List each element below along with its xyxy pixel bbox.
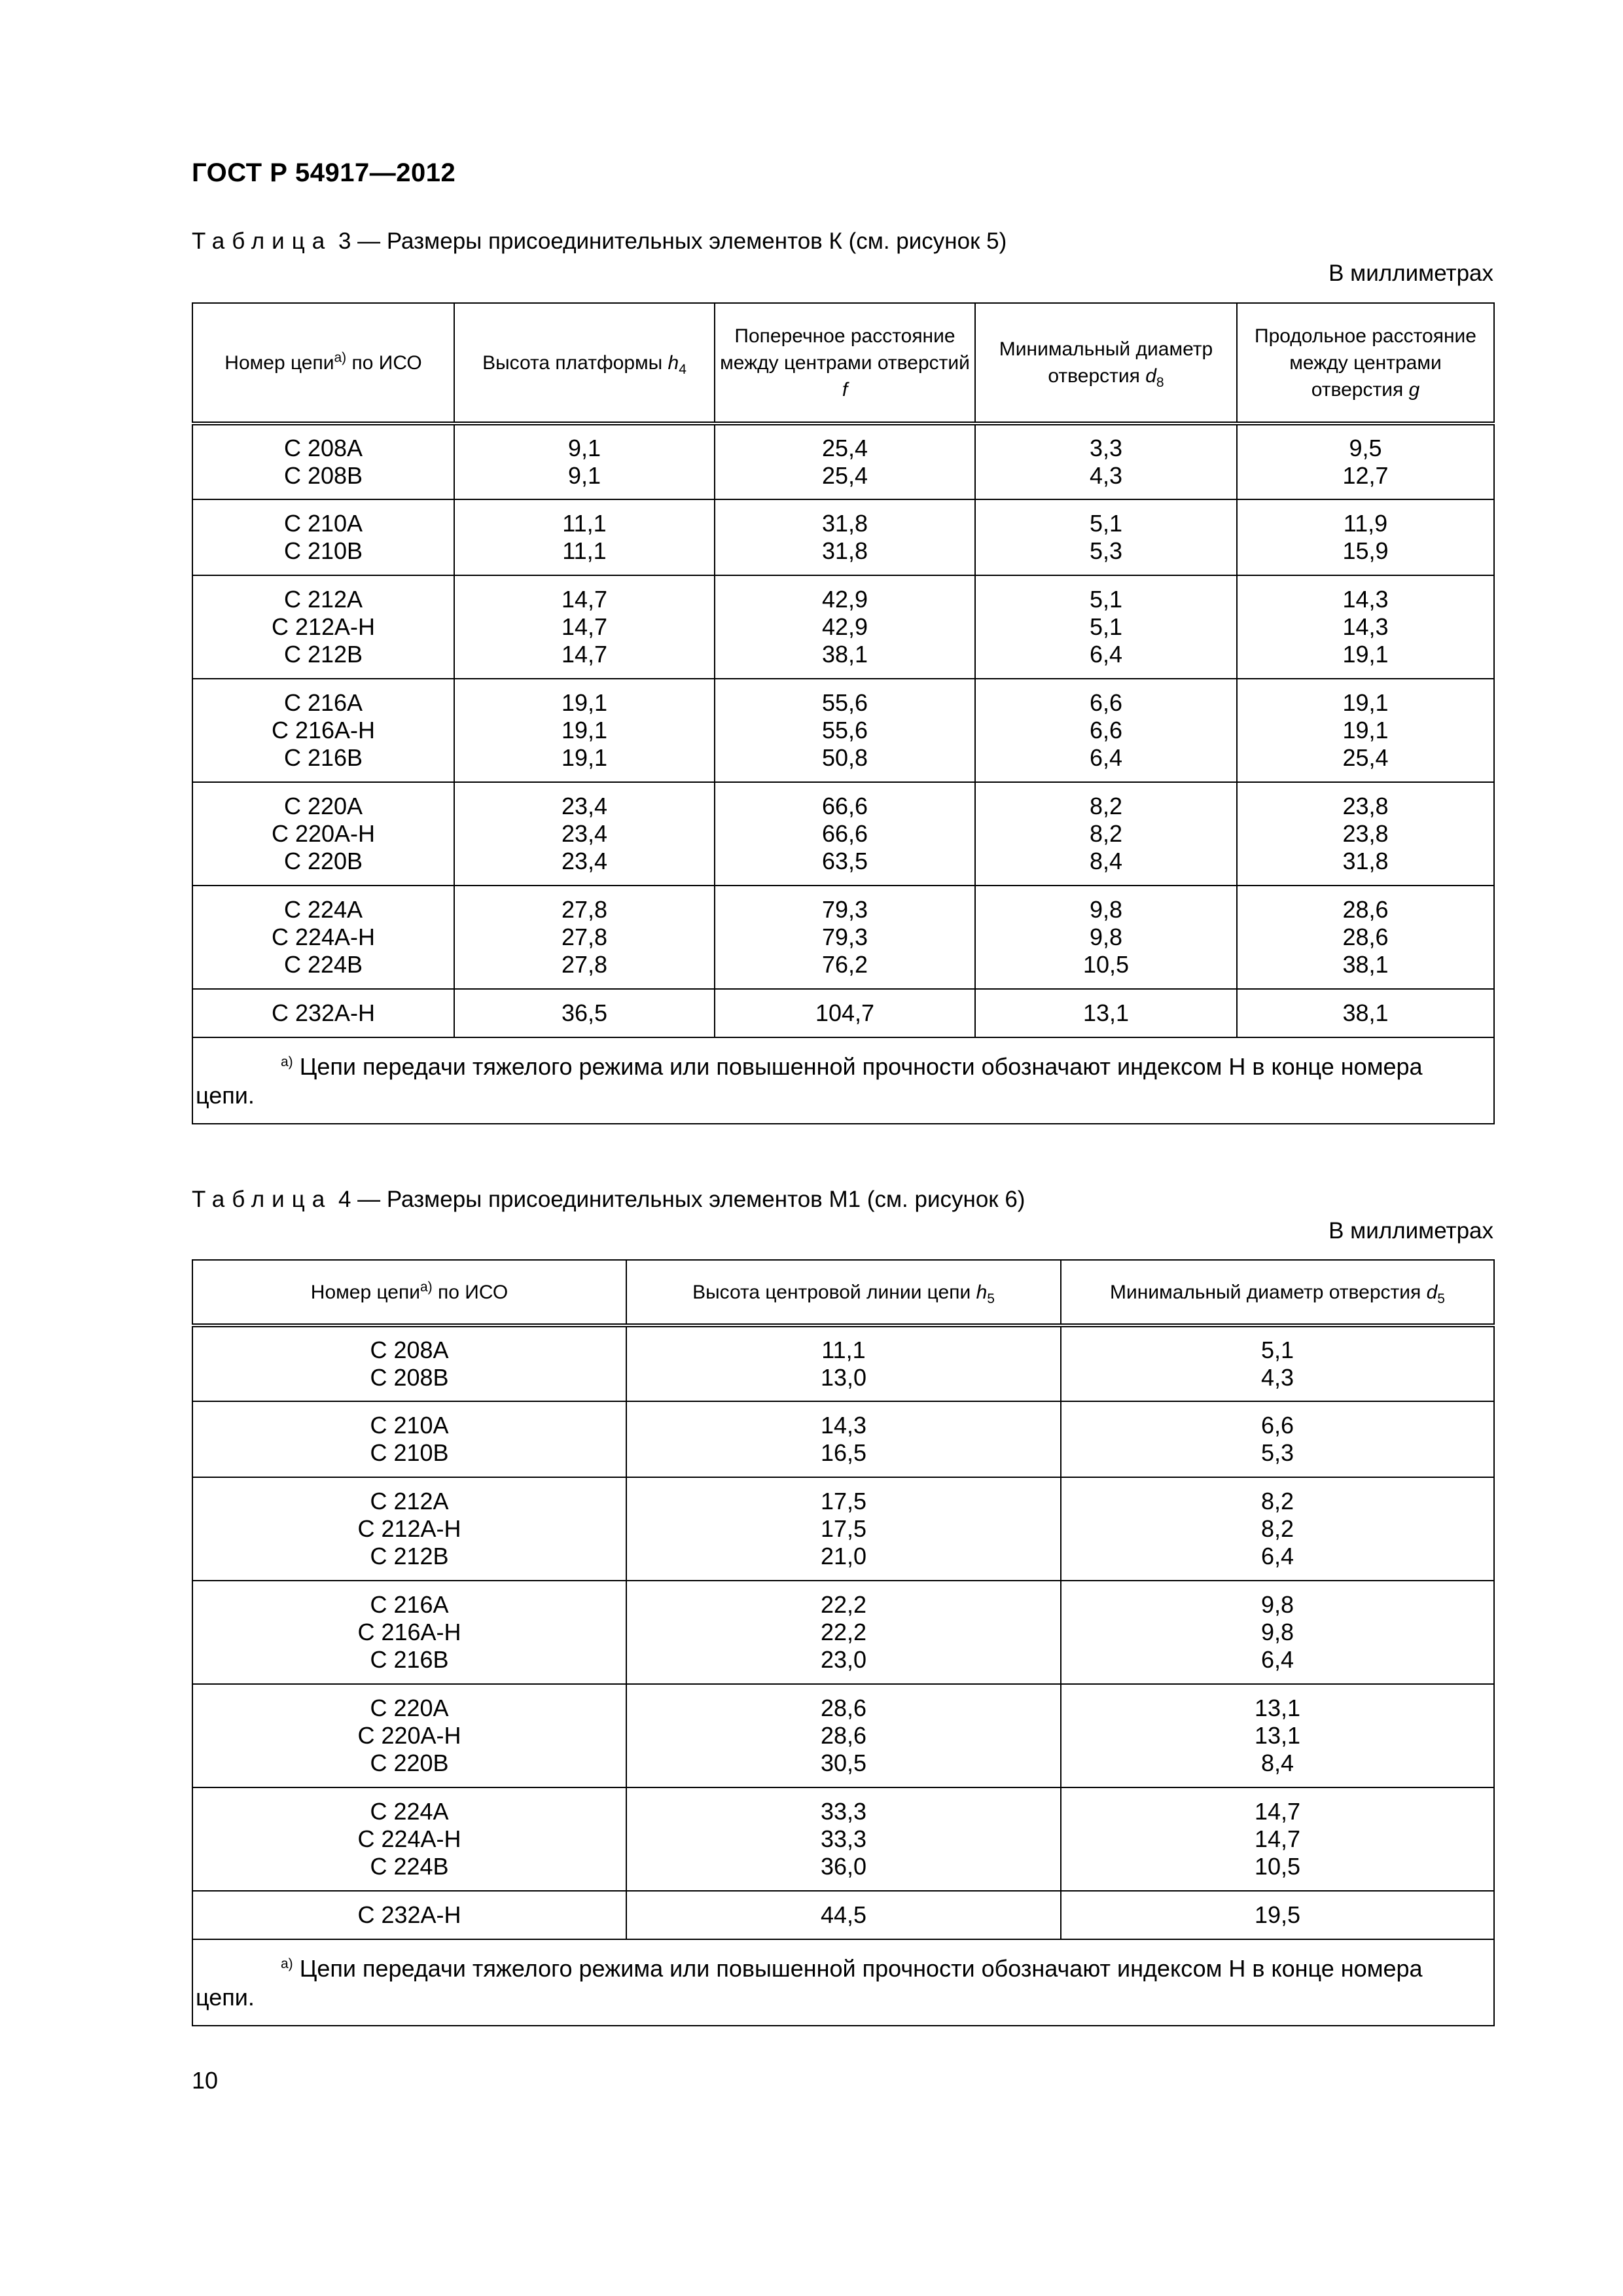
cell-value: 10,5	[1082, 951, 1130, 978]
cell-value: С 216В	[283, 744, 363, 771]
table3-footnote	[192, 1037, 1494, 1124]
table4-cell-d	[1061, 1477, 1494, 1581]
header-symbol: d	[1426, 1281, 1438, 1303]
cell-value: 19,1	[561, 689, 608, 716]
table3-cell-f	[715, 499, 975, 575]
cell-value: С 208А	[283, 435, 363, 461]
table3-cell-d	[975, 499, 1237, 575]
cell-value: С 224В	[370, 1853, 449, 1880]
cell-value: С 212В	[283, 641, 363, 668]
table3-row-group	[192, 575, 1494, 679]
cell-value: 5,3	[1260, 1439, 1294, 1466]
cell-value: С 232А-Н	[357, 1901, 461, 1928]
cell-value: 23,4	[561, 793, 608, 819]
table3-header-cell	[1237, 303, 1494, 423]
cell-value: 9,1	[567, 462, 601, 489]
cell-value: 8,2	[1260, 1488, 1294, 1515]
table4-cell-chain	[192, 1477, 626, 1581]
cell-value: С 216А-Н	[357, 1619, 461, 1645]
cell-value: 16,5	[820, 1439, 867, 1466]
footnote-mark: а)	[281, 1956, 293, 1971]
table3-cell-f	[715, 782, 975, 886]
cell-value: 8,2	[1260, 1515, 1294, 1542]
table3-cell-chain	[192, 989, 454, 1037]
cell-value: С 224А-Н	[271, 924, 376, 950]
footnote-mark: а)	[334, 350, 347, 365]
header-subscript: 5	[987, 1291, 995, 1306]
cell-value: С 224В	[283, 951, 363, 978]
cell-value: 14,7	[561, 586, 608, 613]
table3-cell-g	[1237, 499, 1494, 575]
table4-footnote-row	[192, 1939, 1494, 2026]
footnote-body: Цепи передачи тяжелого режима или повышенной прочности обозначают индексом Н в конце номера цепи.	[196, 1955, 1423, 2011]
table4-caption	[192, 1187, 1025, 1213]
header-symbol: h	[976, 1281, 988, 1303]
table3-row-group	[192, 499, 1494, 575]
table4-cell-h	[626, 1401, 1061, 1477]
page-number: 10	[192, 2067, 219, 2094]
cell-value: 6,4	[1089, 744, 1123, 771]
cell-value: 79,3	[821, 924, 868, 950]
cell-value: 19,5	[1254, 1901, 1301, 1928]
table3-cell-h	[454, 575, 715, 679]
cell-value: 6,6	[1089, 717, 1123, 744]
table4-cell-d	[1061, 1891, 1494, 1939]
table4-cell-chain	[192, 1891, 626, 1939]
cell-value: 5,3	[1089, 537, 1123, 564]
table3-cell-f	[715, 575, 975, 679]
table3-header-cell	[715, 303, 975, 423]
cell-value: 38,1	[821, 641, 868, 668]
table4-cell-chain	[192, 1325, 626, 1401]
cell-value: 55,6	[821, 689, 868, 716]
table3-row-group	[192, 782, 1494, 886]
cell-value: 25,4	[1342, 744, 1389, 771]
cell-value: 13,0	[820, 1364, 867, 1391]
cell-value: 38,1	[1342, 999, 1389, 1026]
cell-value: 5,1	[1260, 1336, 1294, 1363]
cell-value: 27,8	[561, 896, 608, 923]
cell-value: 5,1	[1089, 613, 1123, 640]
header-text: по ИСО	[346, 351, 422, 374]
cell-value: 79,3	[821, 896, 868, 923]
cell-value: 5,1	[1089, 510, 1123, 537]
table3-cell-chain	[192, 499, 454, 575]
cell-value: С 216А-Н	[271, 717, 376, 744]
cell-value: С 220А	[283, 793, 363, 819]
table3-cell-d	[975, 575, 1237, 679]
cell-value: С 210В	[283, 537, 363, 564]
cell-value: 44,5	[820, 1901, 867, 1928]
table4-row-group	[192, 1684, 1494, 1787]
cell-value: 4,3	[1089, 462, 1123, 489]
cell-value: 28,6	[1342, 924, 1389, 950]
table4-row-group	[192, 1581, 1494, 1684]
table3-caption-text: 3 — Размеры присоединительных элементов К (см. рисунок 5)	[332, 228, 1007, 254]
cell-value: С 212А	[370, 1488, 449, 1515]
cell-value: С 216А	[370, 1591, 449, 1618]
table4-cell-chain	[192, 1581, 626, 1684]
table3-cell-chain	[192, 423, 454, 499]
table3-header	[192, 303, 1494, 423]
cell-value: 14,3	[820, 1412, 867, 1439]
table3-cell-d	[975, 782, 1237, 886]
table4-body	[192, 1325, 1494, 2026]
cell-value: 25,4	[821, 435, 868, 461]
cell-value: С 232А-Н	[271, 999, 376, 1026]
table3-cell-chain	[192, 575, 454, 679]
cell-value: 28,6	[1342, 896, 1389, 923]
cell-value: 36,5	[561, 999, 608, 1026]
table3-cell-g	[1237, 989, 1494, 1037]
cell-value: 11,1	[562, 537, 607, 564]
table4-header-cell	[626, 1260, 1061, 1325]
cell-value: 63,5	[821, 848, 868, 874]
table4-cell-d	[1061, 1684, 1494, 1787]
cell-value: 10,5	[1254, 1853, 1301, 1880]
table3-header-cell	[975, 303, 1237, 423]
footnote-body: Цепи передачи тяжелого режима или повышенной прочности обозначают индексом Н в конце номера цепи.	[196, 1053, 1423, 1109]
cell-value: 23,4	[561, 820, 608, 847]
cell-value: 28,6	[820, 1722, 867, 1749]
cell-value: 23,4	[561, 848, 608, 874]
cell-value: С 216В	[370, 1646, 449, 1673]
cell-value: 6,6	[1260, 1412, 1294, 1439]
table3-units: В миллиметрах	[1329, 260, 1493, 286]
cell-value: 22,2	[820, 1619, 867, 1645]
cell-value: 9,1	[567, 435, 601, 461]
cell-value: 11,1	[821, 1336, 866, 1363]
cell-value: 42,9	[821, 613, 868, 640]
cell-value: С 210В	[370, 1439, 449, 1466]
cell-value: С 220А-Н	[271, 820, 376, 847]
table4-cell-h	[626, 1581, 1061, 1684]
cell-value: С 210А	[370, 1412, 449, 1439]
table3-cell-h	[454, 423, 715, 499]
table3-cell-h	[454, 782, 715, 886]
cell-value: 6,6	[1089, 689, 1123, 716]
cell-value: С 208В	[370, 1364, 449, 1391]
table3-cell-f	[715, 679, 975, 782]
cell-value: 19,1	[1342, 689, 1389, 716]
table3-footnote-row	[192, 1037, 1494, 1124]
cell-value: 14,7	[1254, 1825, 1301, 1852]
cell-value: С 210А	[283, 510, 363, 537]
cell-value: 25,4	[821, 462, 868, 489]
cell-value: 17,5	[820, 1488, 867, 1515]
cell-value: С 220А-Н	[357, 1722, 461, 1749]
header-symbol: h	[668, 351, 679, 374]
cell-value: 13,1	[1254, 1722, 1301, 1749]
cell-value: С 220В	[370, 1749, 449, 1776]
cell-value: 19,1	[1342, 717, 1389, 744]
cell-value: 31,8	[821, 510, 868, 537]
table4-header-cell	[192, 1260, 626, 1325]
cell-value: 55,6	[821, 717, 868, 744]
cell-value: С 220А	[370, 1695, 449, 1721]
header-symbol: d	[1145, 365, 1156, 387]
table4-cell-h	[626, 1325, 1061, 1401]
cell-value: 50,8	[821, 744, 868, 771]
cell-value: 27,8	[561, 924, 608, 950]
table4-cell-d	[1061, 1581, 1494, 1684]
table4-cell-d	[1061, 1325, 1494, 1401]
cell-value: 38,1	[1342, 951, 1389, 978]
cell-value: С 208А	[370, 1336, 449, 1363]
table4-cell-h	[626, 1891, 1061, 1939]
table4-cell-d	[1061, 1401, 1494, 1477]
cell-value: 5,1	[1089, 586, 1123, 613]
cell-value: 66,6	[821, 793, 868, 819]
cell-value: 14,7	[1254, 1798, 1301, 1825]
cell-value: С 208В	[283, 462, 363, 489]
cell-value: С 216А	[283, 689, 363, 716]
cell-value: 28,6	[820, 1695, 867, 1721]
cell-value: С 224А	[370, 1798, 449, 1825]
header-text: Продольное расстояние между центрами отверстия	[1255, 325, 1476, 401]
footnote-mark: а)	[420, 1279, 433, 1295]
table4-row-group	[192, 1787, 1494, 1891]
cell-value: С 212В	[370, 1543, 449, 1570]
footnote-text	[196, 1954, 1478, 2012]
header-symbol: f	[842, 378, 848, 401]
table3-cell-chain	[192, 679, 454, 782]
cell-value: С 224А	[283, 896, 363, 923]
table3-header-cell	[192, 303, 454, 423]
cell-value: 30,5	[820, 1749, 867, 1776]
table3-caption	[192, 228, 1007, 255]
table3-cell-d	[975, 886, 1237, 989]
cell-value: 6,4	[1260, 1543, 1294, 1570]
table3-row-group	[192, 423, 1494, 499]
header-symbol: g	[1408, 378, 1420, 401]
table3-row-group	[192, 886, 1494, 989]
cell-value: 11,9	[1343, 510, 1388, 537]
table4-caption-prefix: Таблица	[192, 1187, 332, 1212]
cell-value: 42,9	[821, 586, 868, 613]
table3-cell-chain	[192, 886, 454, 989]
cell-value: 23,8	[1342, 793, 1389, 819]
cell-value: 8,4	[1260, 1749, 1294, 1776]
table4-row-group	[192, 1891, 1494, 1939]
table3-cell-chain	[192, 782, 454, 886]
table4-row-group	[192, 1477, 1494, 1581]
table3-cell-d	[975, 989, 1237, 1037]
footnote-text	[196, 1052, 1478, 1110]
cell-value: 6,4	[1260, 1646, 1294, 1673]
table4-units: В миллиметрах	[1329, 1218, 1493, 1244]
cell-value: 9,8	[1260, 1591, 1294, 1618]
cell-value: 104,7	[815, 999, 875, 1026]
cell-value: 9,5	[1349, 435, 1382, 461]
cell-value: 14,7	[561, 641, 608, 668]
table4-row-group	[192, 1325, 1494, 1401]
document-header: ГОСТ Р 54917—2012	[192, 158, 456, 187]
cell-value: 4,3	[1260, 1364, 1294, 1391]
cell-value: 9,8	[1260, 1619, 1294, 1645]
cell-value: 13,1	[1254, 1695, 1301, 1721]
header-text: Минимальный диаметр отверстия	[999, 338, 1213, 387]
header-text: Высота платформы	[482, 351, 668, 374]
table4-cell-chain	[192, 1401, 626, 1477]
cell-value: 8,2	[1089, 793, 1123, 819]
cell-value: 22,2	[820, 1591, 867, 1618]
cell-value: 19,1	[561, 744, 608, 771]
header-text: Номер цепи	[310, 1281, 420, 1303]
cell-value: 14,7	[561, 613, 608, 640]
table3-cell-g	[1237, 886, 1494, 989]
cell-value: 17,5	[820, 1515, 867, 1542]
cell-value: С 224А-Н	[357, 1825, 461, 1852]
table4-header-row	[192, 1260, 1494, 1325]
table4-row-group	[192, 1401, 1494, 1477]
cell-value: 21,0	[820, 1543, 867, 1570]
cell-value: С 212А	[283, 586, 363, 613]
table4-cell-d	[1061, 1787, 1494, 1891]
table3-header-cell	[454, 303, 715, 423]
cell-value: 6,4	[1089, 641, 1123, 668]
table3-cell-d	[975, 423, 1237, 499]
header-subscript: 5	[1437, 1291, 1445, 1306]
cell-value: 76,2	[821, 951, 868, 978]
cell-value: С 212А-Н	[271, 613, 376, 640]
cell-value: 9,8	[1089, 896, 1123, 923]
header-subscript: 8	[1156, 375, 1164, 390]
cell-value: 15,9	[1342, 537, 1389, 564]
table3-cell-h	[454, 679, 715, 782]
table4	[192, 1259, 1495, 2026]
table3-body	[192, 423, 1494, 1124]
table3-cell-f	[715, 989, 975, 1037]
cell-value: 27,8	[561, 951, 608, 978]
table3-cell-h	[454, 886, 715, 989]
cell-value: 66,6	[821, 820, 868, 847]
cell-value: 31,8	[1342, 848, 1389, 874]
footnote-mark: а)	[281, 1054, 293, 1069]
header-text: Высота центровой линии цепи	[692, 1281, 976, 1303]
table4-cell-h	[626, 1684, 1061, 1787]
table3	[192, 302, 1495, 1124]
cell-value: 11,1	[562, 510, 607, 537]
table3-row-group	[192, 989, 1494, 1037]
cell-value: 9,8	[1089, 924, 1123, 950]
table3-cell-h	[454, 989, 715, 1037]
table4-cell-chain	[192, 1684, 626, 1787]
table3-cell-d	[975, 679, 1237, 782]
table3-row-group	[192, 679, 1494, 782]
header-text: Минимальный диаметр отверстия	[1110, 1281, 1427, 1303]
table4-caption-text: 4 — Размеры присоединительных элементов М1 (см. рисунок 6)	[332, 1187, 1026, 1212]
cell-value: 8,4	[1089, 848, 1123, 874]
table3-header-row	[192, 303, 1494, 423]
table3-cell-g	[1237, 679, 1494, 782]
header-text: Номер цепи	[224, 351, 334, 374]
table3-caption-prefix: Таблица	[192, 228, 332, 254]
table4-cell-chain	[192, 1787, 626, 1891]
table3-cell-g	[1237, 782, 1494, 886]
table4-header-cell	[1061, 1260, 1494, 1325]
table3-cell-f	[715, 886, 975, 989]
cell-value: 23,0	[820, 1646, 867, 1673]
table4-footnote	[192, 1939, 1494, 2026]
cell-value: 3,3	[1089, 435, 1123, 461]
table3-cell-f	[715, 423, 975, 499]
header-text: Поперечное расстояние между центрами отверстий	[720, 325, 970, 374]
cell-value: 36,0	[820, 1853, 867, 1880]
cell-value: 13,1	[1082, 999, 1130, 1026]
table4-cell-h	[626, 1787, 1061, 1891]
cell-value: 33,3	[820, 1825, 867, 1852]
cell-value: С 212А-Н	[357, 1515, 461, 1542]
cell-value: 31,8	[821, 537, 868, 564]
cell-value: 33,3	[820, 1798, 867, 1825]
cell-value: С 220В	[283, 848, 363, 874]
cell-value: 23,8	[1342, 820, 1389, 847]
cell-value: 8,2	[1089, 820, 1123, 847]
table4-header	[192, 1260, 1494, 1325]
table3-cell-g	[1237, 575, 1494, 679]
table3-cell-h	[454, 499, 715, 575]
cell-value: 12,7	[1342, 462, 1389, 489]
cell-value: 14,3	[1342, 586, 1389, 613]
header-subscript: 4	[679, 361, 687, 377]
cell-value: 19,1	[561, 717, 608, 744]
cell-value: 19,1	[1342, 641, 1389, 668]
table4-cell-h	[626, 1477, 1061, 1581]
cell-value: 14,3	[1342, 613, 1389, 640]
header-text: по ИСО	[432, 1281, 508, 1303]
table3-cell-g	[1237, 423, 1494, 499]
